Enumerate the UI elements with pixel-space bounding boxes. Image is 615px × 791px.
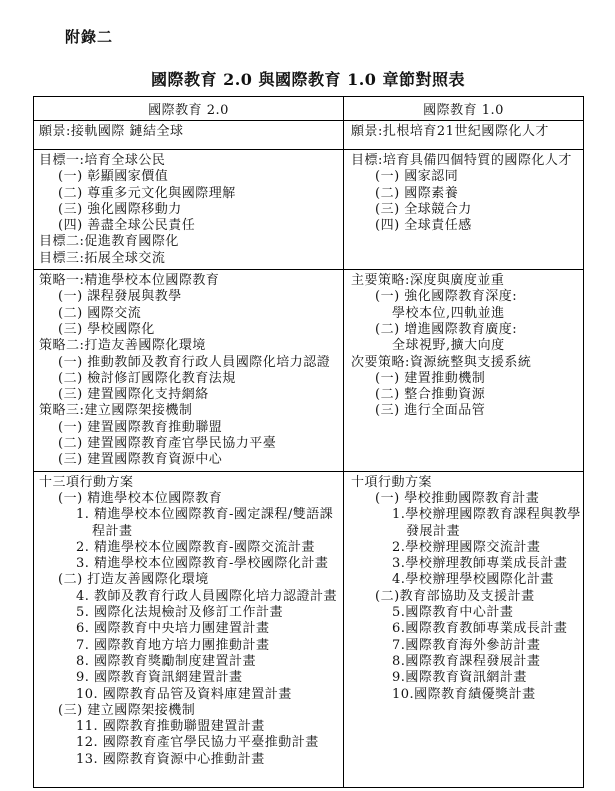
cell-actions-right [344,471,584,787]
text-line: 目標二:促進教育國際化 [39,234,179,250]
text-line: (三) 進行全面品管 [375,403,486,419]
text-line: 願景:扎根培育21世紀國際化人才 [351,124,549,139]
table-head [34,97,584,121]
text-line: 5. 國際化法規檢討及修訂工作計畫 [76,605,284,621]
page-title: 國際教育 2.0 與國際教育 1.0 章節對照表 [151,70,465,89]
text-line: 1.學校辦理國際教育課程與教學 [392,507,581,523]
text-line: 目標三:拓展全球交流 [39,250,166,266]
text-line: 8.國際教育課程發展計畫 [392,653,541,669]
text-line: 13. 國際教育資源中心推動計畫 [76,751,265,767]
column-header-edu-1-0: 國際教育 1.0 [344,97,584,121]
text-line: 十三項行動方案 [39,474,134,490]
text-line: (三) 強化國際移動力 [58,201,182,217]
comparison-table [33,96,584,788]
cell-strategies-left [34,270,344,472]
text-line: 8. 國際教育獎勵制度建置計畫 [76,653,257,669]
text-line: 十項行動方案 [351,474,433,490]
text-line: (四) 全球責任感 [375,218,472,234]
text-line: (二) 建置國際教育產官學民協力平臺 [58,436,277,452]
text-line: 7. 國際教育地方培力團推動計畫 [76,637,270,653]
text-line: (二) 國際素養 [375,185,459,201]
text-line: 5.國際教育中心計畫 [392,605,514,621]
text-line: 10.國際教育績優獎計畫 [392,686,536,702]
text-line: 2. 精進學校本位國際教育-國際交流計畫 [76,539,315,555]
text-line: 9.國際教育資訊網計畫 [392,670,527,686]
text-line: (二) 打造友善國際化環境 [58,572,209,588]
text-line: (三) 學校國際化 [58,321,155,337]
text-line: 發展計畫 [406,523,461,539]
text-line: 9. 國際教育資訊網建置計畫 [76,670,243,686]
text-line: 4. 教師及教育行政人員國際化培力認證計畫 [76,588,338,604]
text-line: (一) 學校推動國際教育計畫 [375,490,540,506]
table-header-row [34,97,584,121]
table-row-goals [34,150,584,270]
cell-strategies-right [344,270,584,472]
text-line: (一) 彰顯國家價值 [58,169,169,185]
text-line: 程計畫 [92,523,133,539]
text-line: (一) 國家認同 [375,169,459,185]
text-line: 策略二:打造友善國際化環境 [39,338,206,354]
text-line: (一) 課程發展與教學 [58,289,182,305]
text-line: (三) 建置國際教育資源中心 [58,452,223,468]
cell-goals-right [344,150,584,270]
text-line: 11. 國際教育推動聯盟建置計畫 [76,719,265,735]
cell-vision-left [34,121,344,150]
cell-vision-right [344,121,584,150]
text-line: (二) 尊重多元文化與國際理解 [58,185,236,201]
text-line: 願景:接軌國際 鏈結全球 [39,124,184,139]
text-line: 次要策略:資源統整與支援系統 [351,354,532,370]
text-line: 3. 精進學校本位國際教育-學校國際化計畫 [76,556,329,572]
text-line: 12. 國際教育產官學民協力平臺推動計畫 [76,735,319,751]
text-line: 4.學校辦理學校國際化計畫 [392,572,554,588]
text-line: (二) 檢討修訂國際化教育法規 [58,370,236,386]
table-row-vision [34,121,584,150]
text-line: (二) 國際交流 [58,305,142,321]
text-line: 策略一:精進學校本位國際教育 [39,273,220,289]
text-line: (三) 建立國際架接機制 [58,702,196,718]
text-line: (三) 建置國際化支持網絡 [58,387,209,403]
text-line: (四) 善盡全球公民責任 [58,218,196,234]
text-line: 7.國際教育海外參訪計畫 [392,637,541,653]
text-line: 策略三:建立國際架接機制 [39,403,193,419]
text-line: (一) 建置推動機制 [375,370,486,386]
cell-goals-left [34,150,344,270]
column-header-edu-2-0: 國際教育 2.0 [34,97,344,121]
cell-actions-left [34,471,344,787]
table-row-actions [34,471,584,787]
text-line: 2.學校辦理國際交流計畫 [392,539,541,555]
text-line: 主要策略:深度與廣度並重 [351,273,505,289]
text-line: 1. 精進學校本位國際教育-國定課程/雙語課 [76,507,334,523]
text-line: 學校本位,四軌並進 [392,305,505,321]
text-line: 目標一:培育全球公民 [39,153,166,168]
text-line: (三) 全球競合力 [375,201,472,217]
text-line: (一) 強化國際教育深度: [375,289,518,305]
table-row-strategies [34,270,584,472]
appendix-label: 附錄二 [65,28,114,46]
text-line: 全球視野,擴大向度 [392,338,505,354]
text-line: 3.學校辦理教師專業成長計畫 [392,556,568,572]
text-line: 目標:培育具備四個特質的國際化人才 [351,153,572,168]
text-line: 10. 國際教育品管及資料庫建置計畫 [76,686,292,702]
table-body [34,121,584,788]
text-line: (二) 增進國際教育廣度: [375,321,518,337]
text-line: (二)教育部協助及支援計畫 [375,588,535,604]
text-line: (一) 建置國際教育推動聯盟 [58,419,223,435]
text-line: (二) 整合推動資源 [375,387,486,403]
text-line: (一) 精進學校本位國際教育 [58,490,223,506]
text-line: 6. 國際教育中央培力團建置計畫 [76,621,270,637]
text-line: (一) 推動教師及教育行政人員國際化培力認證 [58,354,331,370]
text-line: 6.國際教育教師專業成長計畫 [392,621,568,637]
